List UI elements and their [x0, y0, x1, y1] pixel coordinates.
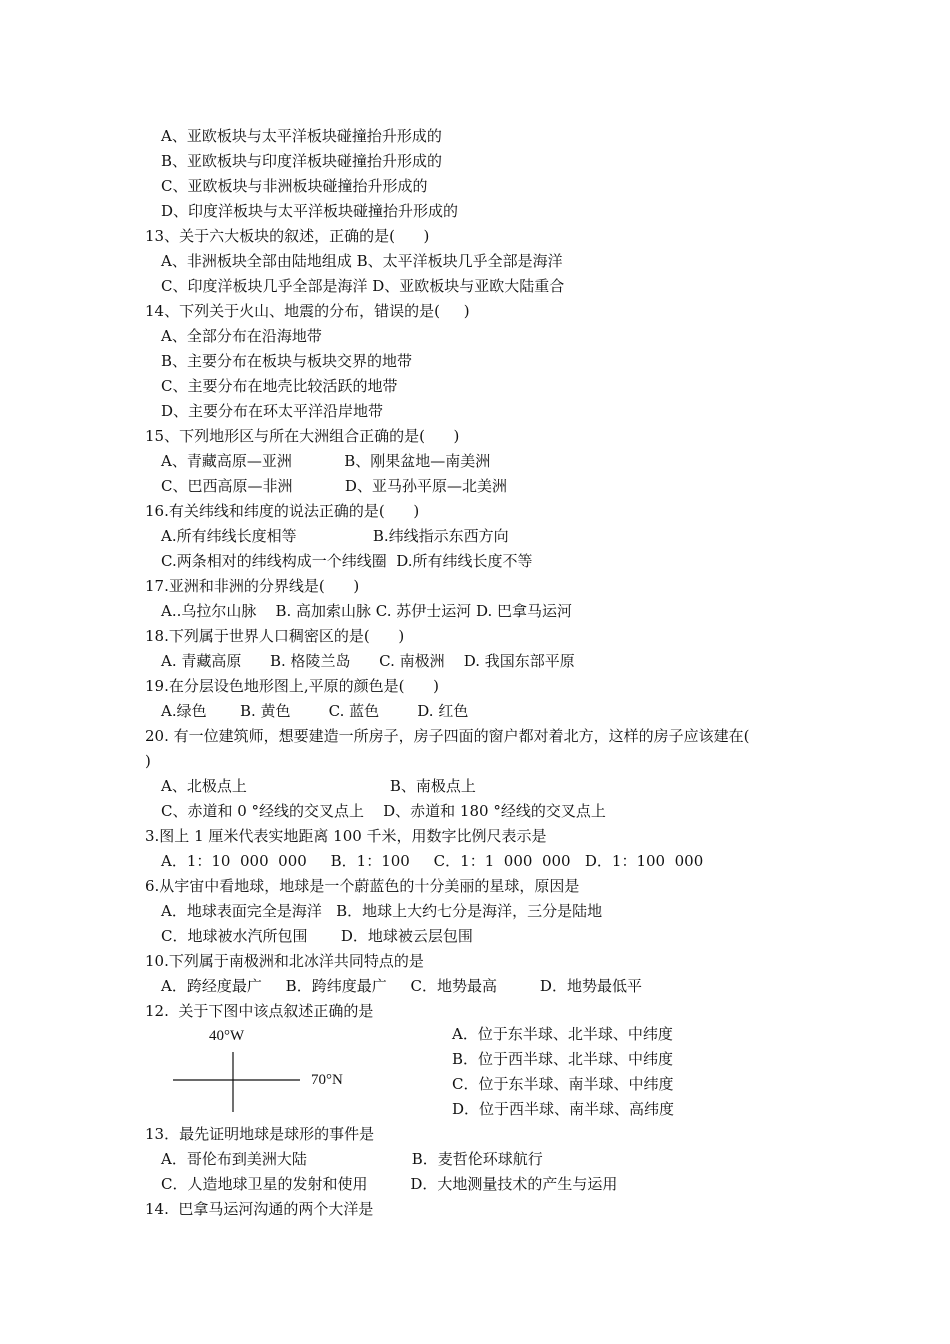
q11-option-b: B、亚欧板块与印度洋板块碰撞抬升形成的 — [161, 152, 443, 170]
q14-option-b: B、主要分布在板块与板块交界的地带 — [161, 352, 413, 370]
q11-option-c: C、亚欧板块与非洲板块碰撞抬升形成的 — [161, 177, 428, 195]
q14-volcano-stem: 14、下列关于火山、地震的分布，错误的是( ) — [145, 302, 470, 320]
q12-option-a: A．位于东半球、北半球、中纬度 — [452, 1025, 673, 1043]
q12-option-c: C．位于东半球、南半球、中纬度 — [452, 1075, 674, 1093]
q13-options-ab: A、非洲板块全部由陆地组成 B、太平洋板块几乎全部是海洋 — [161, 252, 563, 270]
q12-stem: 12. 关于下图中该点叙述正确的是 — [145, 1002, 374, 1020]
q14-option-c: C、主要分布在地壳比较活跃的地带 — [161, 377, 398, 395]
q18-options: A. 青藏高原 B. 格陵兰岛 C. 南极洲 D. 我国东部平原 — [161, 652, 575, 670]
q12-option-b: B．位于西半球、北半球、中纬度 — [452, 1050, 674, 1068]
q19-options: A.绿色 B. 黄色 C. 蓝色 D. 红色 — [161, 702, 469, 720]
q19-stem: 19.在分层设色地形图上,平原的颜色是( ) — [145, 677, 439, 695]
q10-options: A．跨经度最广 B．跨纬度最广 C．地势最高 D．地势最低平 — [161, 977, 642, 995]
q16-options-cd: C.两条相对的纬线构成一个纬线圈 D.所有纬线长度不等 — [161, 552, 533, 570]
q12-option-d: D．位于西半球、南半球、高纬度 — [452, 1100, 675, 1118]
q6-stem: 6.从宇宙中看地球，地球是一个蔚蓝色的十分美丽的星球，原因是 — [145, 877, 580, 895]
q18-stem: 18.下列属于世界人口稠密区的是( ) — [145, 627, 405, 645]
q15-stem: 15、下列地形区与所在大洲组合正确的是( ) — [145, 427, 460, 445]
q14-option-d: D、主要分布在环太平洋沿岸地带 — [161, 402, 384, 420]
longitude-label: 40°W — [209, 1028, 245, 1044]
q17-options: A..乌拉尔山脉 B. 高加索山脉 C. 苏伊士运河 D. 巴拿马运河 — [161, 602, 573, 620]
q16-options-ab: A.所有纬线长度相等 B.纬线指示东西方向 — [161, 527, 509, 545]
coordinate-diagram — [165, 1022, 355, 1122]
q13-sphere-stem: 13．最先证明地球是球形的事件是 — [145, 1125, 375, 1143]
q20-stem-cont: ) — [145, 752, 151, 770]
q6-options-cd: C．地球被水汽所包围 D．地球被云层包围 — [161, 927, 473, 945]
q3-options: A．1：10 000 000 B．1：100 C．1：1 000 000 D．1：100 000 — [161, 852, 704, 870]
q20-options-cd: C、赤道和 0 °经线的交叉点上 D、赤道和 180 °经线的交叉点上 — [161, 802, 606, 820]
q20-stem: 20. 有一位建筑师，想要建造一所房子，房子四面的窗户都对着北方，这样的房子应该建在( — [145, 727, 750, 745]
q13-plates-stem: 13、关于六大板块的叙述，正确的是( ) — [145, 227, 430, 245]
q11-option-d: D、印度洋板块与太平洋板块碰撞抬升形成的 — [161, 202, 459, 220]
q16-stem: 16.有关纬线和纬度的说法正确的是( ) — [145, 502, 420, 520]
q10-stem: 10.下列属于南极洲和北冰洋共同特点的是 — [145, 952, 424, 970]
q17-stem: 17.亚洲和非洲的分界线是( ) — [145, 577, 360, 595]
q6-options-ab: A．地球表面完全是海洋 B．地球上大约七分是海洋，三分是陆地 — [161, 902, 603, 920]
q3-scale-stem: 3.图上 1 厘米代表实地距离 100 千米，用数字比例尺表示是 — [145, 827, 547, 845]
q14-panama-stem: 14. 巴拿马运河沟通的两个大洋是 — [145, 1200, 374, 1218]
q13-options-cd: C、印度洋板块几乎全部是海洋 D、亚欧板块与亚欧大陆重合 — [161, 277, 565, 295]
q15-options-cd: C、巴西高原—非洲 D、亚马孙平原—北美洲 — [161, 477, 507, 495]
q14-option-a: A、全部分布在沿海地带 — [161, 327, 322, 345]
q11-option-a: A、亚欧板块与太平洋板块碰撞抬升形成的 — [161, 127, 442, 145]
q13-sphere-options-ab: A．哥伦布到美洲大陆 B．麦哲伦环球航行 — [161, 1150, 543, 1168]
latitude-label: 70°N — [311, 1072, 343, 1088]
q20-options-ab: A、北极点上 B、南极点上 — [161, 777, 476, 795]
q15-options-ab: A、青藏高原—亚洲 B、刚果盆地—南美洲 — [161, 452, 491, 470]
q13-sphere-options-cd: C．人造地球卫星的发射和使用 D．大地测量技术的产生与运用 — [161, 1175, 618, 1193]
